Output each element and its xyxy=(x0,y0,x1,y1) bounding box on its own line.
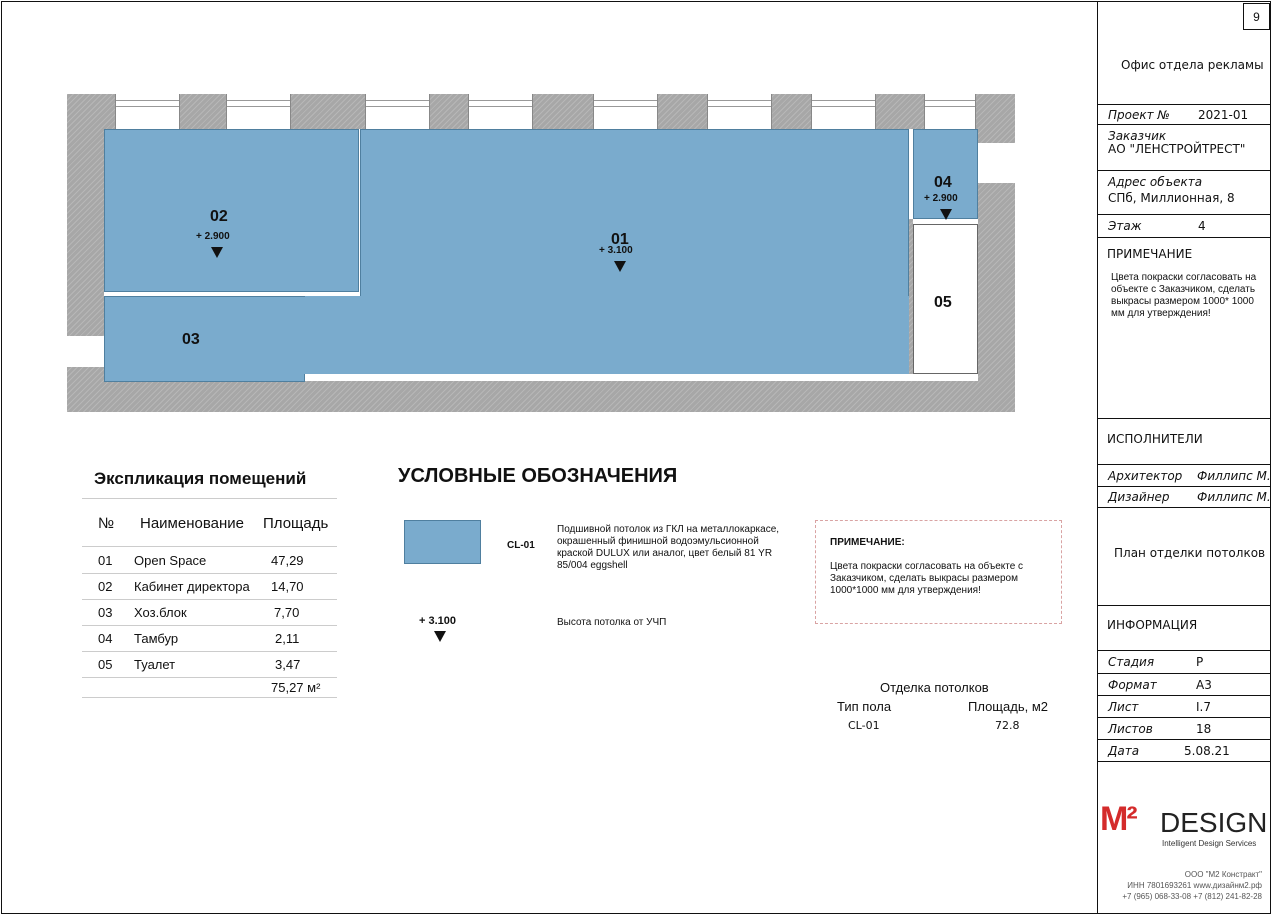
note-text: Цвета покраски согласовать на объекте с Заказчиком, сделать выкрасы размером 1000* 1000 мм для утверждения! xyxy=(1111,272,1257,319)
divider xyxy=(1097,507,1271,508)
room-01-height: + 3.100 xyxy=(599,245,633,256)
divider xyxy=(82,677,337,678)
row-number: 03 xyxy=(98,605,113,620)
executors-heading: ИСПОЛНИТЕЛИ xyxy=(1107,432,1203,446)
floor-value: 4 xyxy=(1198,219,1206,233)
sheet-title: Офис отдела рекламы xyxy=(1121,58,1264,72)
divider xyxy=(1097,605,1271,606)
room-02-number: 02 xyxy=(210,208,228,225)
room-04-height: + 2.900 xyxy=(924,193,958,204)
total-area: 75,27 м² xyxy=(271,680,321,695)
divider xyxy=(1097,418,1271,419)
format-value: А3 xyxy=(1196,678,1212,692)
divider xyxy=(82,573,337,574)
finish-title: Отделка потолков xyxy=(880,680,989,695)
finish-cell-area: 72.8 xyxy=(995,719,1020,732)
customer-value: АО "ЛЕНСТРОЙТРЕСТ" xyxy=(1108,142,1246,156)
divider xyxy=(1097,214,1271,215)
divider xyxy=(82,697,337,698)
drawing-title: План отделки потолков xyxy=(1114,546,1266,560)
divider xyxy=(1097,104,1271,105)
divider xyxy=(1097,650,1271,651)
date-value: 5.08.21 xyxy=(1184,744,1230,758)
designer-value: Филлипс М. xyxy=(1197,490,1271,504)
window xyxy=(924,94,976,129)
legend-height-mark: + 3.100 xyxy=(419,615,457,627)
row-number: 05 xyxy=(98,657,113,672)
door-opening xyxy=(67,336,104,367)
window xyxy=(365,94,430,129)
logo-mark: M² xyxy=(1100,800,1136,838)
note-text: Цвета покраски согласовать на объекте с Заказчиком, сделать выкрасы размером 1000*1000 мм для утверждения! xyxy=(830,561,1024,596)
logo-name: DESIGN xyxy=(1160,807,1268,838)
address-value: СПб, Миллионная, 8 xyxy=(1108,191,1235,205)
note-box xyxy=(815,520,1062,624)
customer-label: Заказчик xyxy=(1108,129,1167,143)
stage-label: Стадия xyxy=(1108,655,1155,669)
room-01-number: 01 xyxy=(611,231,629,248)
divider xyxy=(1097,695,1271,696)
window xyxy=(811,94,876,129)
divider xyxy=(1097,761,1271,762)
divider xyxy=(1097,464,1271,465)
finish-header-type: Тип пола xyxy=(837,699,892,714)
row-area: 47,29 xyxy=(271,553,304,568)
architect-label: Архитектор xyxy=(1108,469,1183,483)
date-label: Дата xyxy=(1108,744,1140,758)
col-header-number: № xyxy=(98,515,115,532)
divider xyxy=(1097,739,1271,740)
window xyxy=(593,94,658,129)
project-label: Проект № xyxy=(1108,108,1170,122)
project-value: 2021-01 xyxy=(1198,108,1249,122)
row-area: 7,70 xyxy=(274,605,300,620)
designer-label: Дизайнер xyxy=(1108,490,1170,504)
sheet-value: I.7 xyxy=(1196,700,1211,714)
room-03-number: 03 xyxy=(182,331,200,348)
company-line2: ИНН 7801693261 www.дизайнм2.рф xyxy=(1127,881,1262,890)
col-header-name: Наименование xyxy=(140,515,244,532)
height-marker-icon xyxy=(614,261,626,272)
room-03 xyxy=(104,296,305,382)
window xyxy=(707,94,772,129)
note-heading: ПРИМЕЧАНИЕ: xyxy=(830,537,905,548)
row-name: Open Space xyxy=(134,553,207,568)
format-label: Формат xyxy=(1108,678,1157,692)
row-number: 04 xyxy=(98,631,113,646)
divider xyxy=(82,599,337,600)
ceiling-swatch xyxy=(404,520,481,564)
row-area: 3,47 xyxy=(275,657,301,672)
finish-cell-type: CL-01 xyxy=(848,719,880,732)
divider xyxy=(1097,237,1271,238)
architect-value: Филлипс М. xyxy=(1197,469,1271,483)
divider xyxy=(82,625,337,626)
partition xyxy=(909,219,913,374)
row-name: Туалет xyxy=(134,657,176,672)
divider xyxy=(82,498,337,499)
window xyxy=(226,94,291,129)
floor-label: Этаж xyxy=(1108,219,1142,233)
door-opening xyxy=(978,143,1015,183)
room-04-number: 04 xyxy=(934,174,952,191)
row-name: Хоз.блок xyxy=(134,605,187,620)
finish-header-area: Площадь, м2 xyxy=(968,699,1048,714)
divider xyxy=(82,546,337,547)
sheets-value: 18 xyxy=(1196,722,1212,736)
note-heading: ПРИМЕЧАНИЕ xyxy=(1107,247,1193,261)
divider xyxy=(1097,170,1271,171)
divider xyxy=(1097,124,1271,125)
height-marker-icon xyxy=(940,209,952,220)
divider xyxy=(1097,486,1271,487)
row-name: Кабинет директора xyxy=(134,579,250,594)
height-marker-icon xyxy=(434,631,446,642)
col-header-area: Площадь xyxy=(263,515,329,532)
window xyxy=(115,94,180,129)
row-area: 2,11 xyxy=(275,631,300,646)
legend-description: Подшивной потолок из ГКЛ на металлокаркасе, окрашенный финишной водоэмульсионной краской DULUX или аналог, цвет белый 81 YR 85/004 eggshell xyxy=(557,524,780,571)
explication-title: Экспликация помещений xyxy=(94,469,307,488)
sheet-number: 9 xyxy=(1243,3,1270,30)
company-line3: +7 (965) 068-33-08 +7 (812) 241-82-28 xyxy=(1122,892,1262,901)
title-block-border xyxy=(1097,1,1098,914)
divider xyxy=(1097,673,1271,674)
room-05-number: 05 xyxy=(934,294,952,311)
row-area: 14,70 xyxy=(271,579,304,594)
sheets-label: Листов xyxy=(1108,722,1153,736)
divider xyxy=(1097,717,1271,718)
legend-height-desc: Высота потолка от УЧП xyxy=(557,617,667,628)
legend-title: УСЛОВНЫЕ ОБОЗНАЧЕНИЯ xyxy=(398,465,678,487)
row-number: 02 xyxy=(98,579,113,594)
company-line1: ООО "М2 Констракт" xyxy=(1184,870,1262,879)
room-01-extension xyxy=(305,296,909,374)
address-label: Адрес объекта xyxy=(1108,175,1203,189)
row-name: Тамбур xyxy=(134,631,179,646)
info-heading: ИНФОРМАЦИЯ xyxy=(1107,618,1198,632)
row-number: 01 xyxy=(98,553,113,568)
height-marker-icon xyxy=(211,247,223,258)
legend-code: CL-01 xyxy=(507,540,535,551)
logo-tagline: Intelligent Design Services xyxy=(1162,839,1257,848)
room-02 xyxy=(104,129,359,292)
sheet-label: Лист xyxy=(1108,700,1139,714)
room-02-height: + 2.900 xyxy=(196,231,230,242)
room-03-join xyxy=(300,297,320,374)
divider xyxy=(82,651,337,652)
stage-value: Р xyxy=(1196,655,1204,669)
window xyxy=(468,94,533,129)
